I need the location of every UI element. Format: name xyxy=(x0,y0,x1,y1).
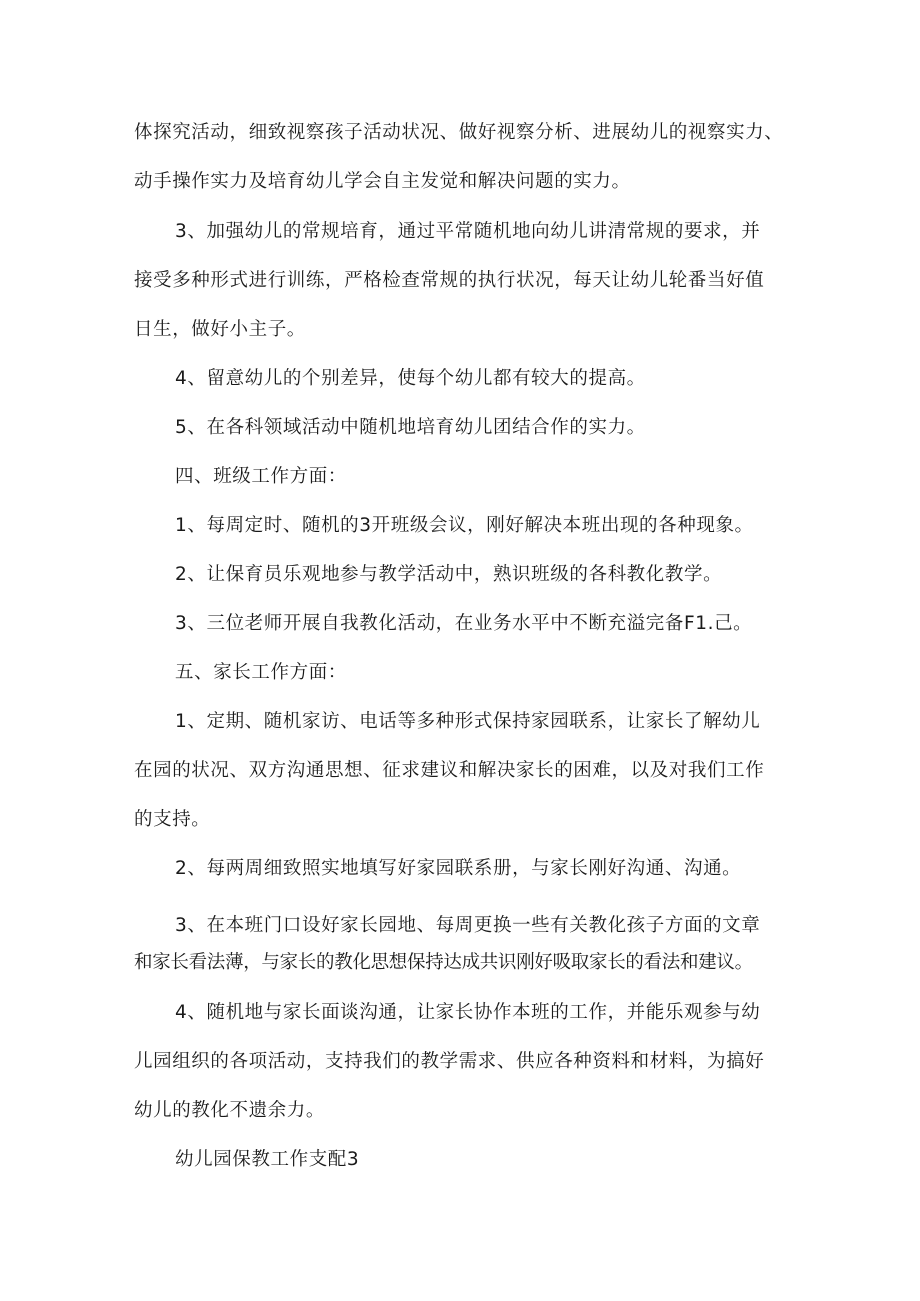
paragraph-line: 儿园组织的各项活动，支持我们的教学需求、供应各种资料和材料，为搞好 xyxy=(134,1051,765,1072)
paragraph-line: 4、留意幼儿的个别差异，使每个幼儿都有较大的提高。 xyxy=(175,368,646,389)
paragraph-line: 4、随机地与家长面谈沟通，让家长协作本班的工作，并能乐观参与幼 xyxy=(175,1002,761,1023)
paragraph-line: 1、每周定时、随机的3开班级会议，刚好解决本班出现的各种现象。 xyxy=(175,515,754,536)
paragraph-line: 和家长看法薄，与家长的教化思想保持达成共识刚好吸取家长的看法和建议。 xyxy=(134,952,753,973)
section-heading: 五、家长工作方面： xyxy=(175,662,347,683)
paragraph-line: 2、每两周细致照实地填写好家园联系册，与家长刚好沟通、沟通。 xyxy=(175,858,742,879)
paragraph-line: 接受多种形式进行训练，严格检查常规的执行状况，每天让幼儿轮番当好值 xyxy=(134,270,765,291)
paragraph-line: 幼儿的教化不遗余力。 xyxy=(134,1100,326,1121)
paragraph-line: 日生，做好小主子。 xyxy=(134,319,306,340)
paragraph-line: 动手操作实力及培育幼儿学会自主发觉和解决问题的实力。 xyxy=(134,171,631,192)
paragraph-line: 5、在各科领域活动中随机地培育幼儿团结合作的实力。 xyxy=(175,417,646,438)
paragraph-line: 3、在本班门口设好家长园地、每周更换一些有关教化孩子方面的文章 xyxy=(175,915,761,936)
paragraph-line: 3、三位老师开展自我教化活动，在业务水平中不断充溢完备F1.己。 xyxy=(175,613,753,634)
paragraph-line: 体探究活动，细致视察孩子活动状况、做好视察分析、进展幼儿的视察实力、 xyxy=(134,122,784,143)
section-heading: 四、班级工作方面： xyxy=(175,466,347,487)
paragraph-line: 2、让保育员乐观地参与教学活动中，熟识班级的各科教化教学。 xyxy=(175,564,723,585)
paragraph-line: 3、加强幼儿的常规培育，通过平常随机地向幼儿讲清常规的要求，并 xyxy=(175,221,761,242)
document-title: 幼儿园保教工作支配3 xyxy=(175,1149,360,1170)
paragraph-line: 在园的状况、双方沟通思想、征求建议和解决家长的困难，以及对我们工作 xyxy=(134,760,765,781)
paragraph-line: 1、定期、随机家访、电话等多种形式保持家园联系，让家长了解幼儿 xyxy=(175,711,761,732)
paragraph-line: 的支持。 xyxy=(134,809,211,830)
